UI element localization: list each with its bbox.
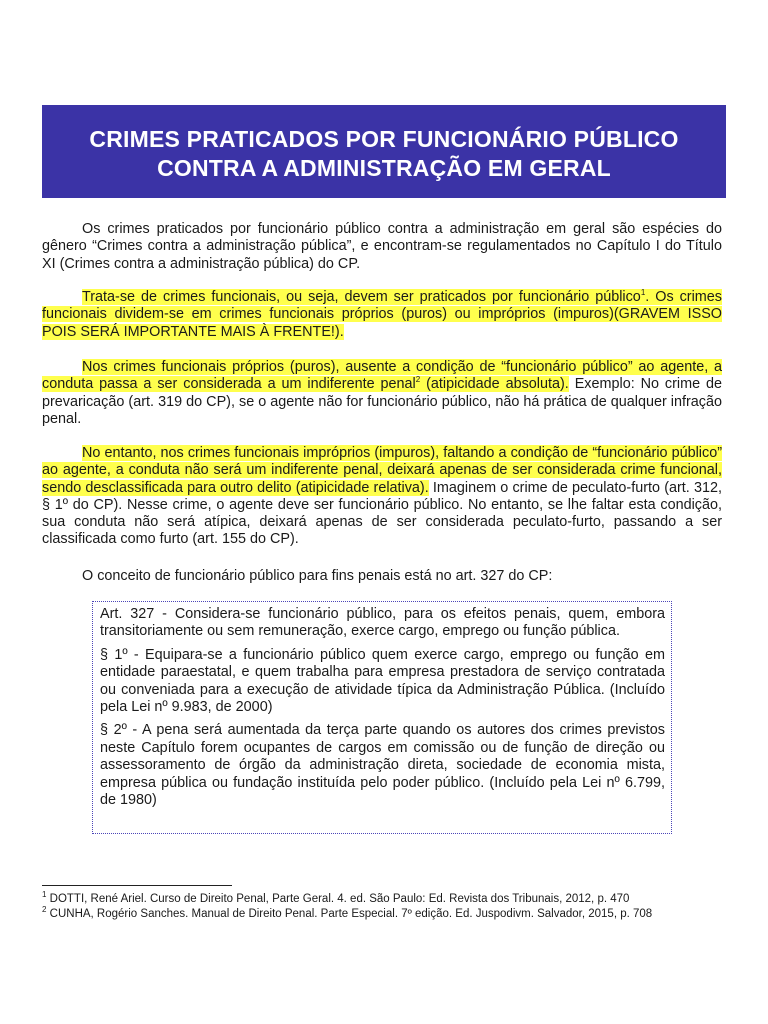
highlight-text: Trata-se de crimes funcionais, ou seja, devem ser praticados por funcionário público$^1$. Os crimes funcionais dividem-se em crimes funcionais próprios (puros) ou impróprios (impuros)(GRAVEM ISSO POIS SERÁ IMPORTANTE MAIS À FRENTE!).	[42, 288, 723, 340]
highlight-text: No entanto, nos crimes funcionais impróprios (impuros), faltando a condição de “funcionário público” ao agente, a conduta não será um indiferente penal, deixará apenas de ser considerada crime funcional, sendo desclassificada para outro delito (atipicidade relativa).	[42, 445, 722, 496]
quote-paragraph-1: § 1º - Equipara-se a funcionário público quem exerce cargo, emprego ou função em entidade paraestatal, e quem trabalha para empresa prestadora de serviço contratada ou conveniada para a execução de atividade típica da Administração Pública. (Incluído pela Lei nº 9.983, de 2000)	[100, 646, 665, 716]
paragraph-conceito	[42, 568, 722, 585]
footnote-ref-1: 1	[640, 288, 646, 298]
paragraph-crimes-improprios: No entanto, nos crimes funcionais impróprios (impuros), faltando a condição de “funcionário público” ao agente, a conduta não será um indiferente penal, deixará apenas de ser considerada crime funcional, sendo desclassificada para outro delito (atipicidade relativa). Imaginem o crime de peculato-furto (art. 312, § 1º do CP). Nesse crime, o agente deve ser funcionário público. No entanto, se lhe faltar esta condição, sua conduta não será atípica, deixará apenas de ser considerada peculato-furto, passando a ser classificada como furto (art. 155 do CP).	[42, 445, 722, 548]
footnote-divider	[42, 885, 232, 886]
title-banner	[42, 105, 726, 198]
paragraph-crimes-proprios: Nos crimes funcionais próprios (puros), ausente a condição de “funcionário público” ao agente, a conduta passa a ser considerada a um indiferente penal$^2$ (atipicidade absoluta). Exemplo: No crime de prevaricação (art. 319 do CP), se o agente não for funcionário público, não há prática de qualquer infração penal.	[42, 359, 723, 427]
paragraph-intro	[42, 221, 722, 273]
paragraph-conceito-text: O conceito de funcionário público para fins penais está no art. 327 do CP:	[82, 568, 553, 584]
paragraph-intro-text: Os crimes praticados por funcionário público contra a administração em geral são espécies do gênero “Crimes contra a administração pública”, e encontram-se regulamentados no Capítulo I do Título XI (Crimes contra a administração pública) do CP.	[42, 221, 722, 272]
page-title: CRIMES PRATICADOS POR FUNCIONÁRIO PÚBLICO CONTRA A ADMINISTRAÇÃO EM GERAL	[89, 125, 679, 181]
paragraph-crimes-funcionais	[42, 289, 722, 341]
quote-paragraph-2: § 2º - A pena será aumentada da terça parte quando os autores dos crimes previstos neste Capítulo forem ocupantes de cargos em comissão ou de função de direção ou assessoramento de órgão da administração direta, sociedade de economia mista, empresa pública ou fundação instituída pelo poder público. (Incluído pela Lei nº 6.799, de 1980)	[100, 722, 665, 809]
footnote-ref-2: 2	[415, 375, 421, 385]
highlight-text: Nos crimes funcionais próprios (puros), ausente a condição de “funcionário público” ao agente, a conduta passa a ser considerada a um indiferente penal$^2$ (atipicidade absoluta).	[42, 359, 722, 393]
footnote-1: $^1$ DOTTI, René Ariel. Curso de Direito Penal, Parte Geral. 4. ed. São Paulo: Ed. Revista dos Tribunais, 2012, p. 470	[42, 890, 630, 905]
quote-article: Art. 327 - Considera-se funcionário público, para os efeitos penais, quem, embora transitoriamente ou sem remuneração, exerce cargo, emprego ou função pública.	[100, 606, 665, 640]
legal-quote-box	[92, 601, 672, 834]
footnote-2: $^2$ CUNHA, Rogério Sanches. Manual de Direito Penal. Parte Especial. 7º edição. Ed. Juspodivm. Salvador, 2015, p. 708	[42, 905, 653, 920]
